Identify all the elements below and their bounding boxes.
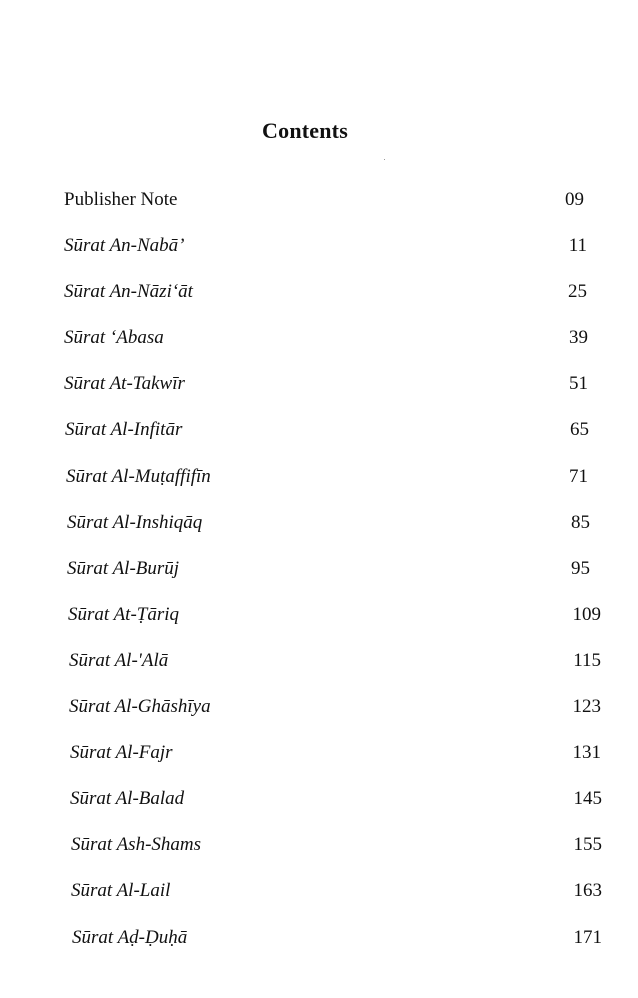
toc-entry-title: Sūrat Al-Lail [71,880,171,902]
toc-entry [0,555,638,601]
toc-entry-page-number: 71 [569,465,588,487]
toc-entry [0,416,638,462]
toc-entry-title: Sūrat Al-Inshiqāq [67,511,203,533]
toc-entry-page-number: 131 [572,742,601,764]
toc-entry [0,186,638,232]
toc-entry-title: Sūrat An-Nāzi‘āt [64,281,193,303]
toc-entry-page-number: 145 [573,788,602,810]
toc-entry-page-number: 115 [573,649,601,671]
toc-entry-title: Publisher Note [64,189,178,210]
table-of-contents [0,186,638,970]
toc-entry [0,831,638,877]
toc-entry-title: Sūrat Al-'Alā [69,649,169,671]
toc-entry-page-number: 51 [569,373,588,395]
toc-entry [0,693,638,739]
toc-entry-title: Sūrat At-Ṭāriq [68,603,180,625]
toc-entry-title: Sūrat Al-Burūj [67,557,180,579]
toc-entry [0,739,638,785]
toc-entry-title: Sūrat Al-Fajr [70,742,173,764]
toc-entry-title: Sūrat ‘Abasa [64,327,164,349]
toc-entry [0,509,638,555]
scan-speck [384,159,385,160]
toc-entry-page-number: 65 [570,419,589,441]
toc-entry-title: Sūrat At-Takwīr [64,373,185,395]
toc-entry-page-number: 171 [573,926,602,948]
toc-entry-page-number: 155 [573,834,602,856]
toc-entry-page-number: 123 [572,696,601,718]
toc-entry [0,601,638,647]
toc-entry [0,785,638,831]
toc-entry [0,232,638,278]
toc-entry [0,877,638,923]
toc-entry-page-number: 163 [573,880,602,902]
toc-entry-title: Sūrat Al-Balad [70,788,185,810]
toc-entry [0,647,638,693]
toc-entry-page-number: 39 [569,327,588,349]
toc-entry-page-number: 11 [568,235,587,257]
toc-entry-title: Sūrat Aḍ-Ḍuḥā [72,926,188,948]
toc-entry-page-number: 09 [565,189,584,210]
toc-entry-title: Sūrat Al-Muṭaffifīn [66,465,211,487]
toc-entry [0,924,638,970]
toc-entry [0,278,638,324]
toc-entry-title: Sūrat Ash-Shams [71,834,202,856]
toc-entry-page-number: 25 [568,281,587,303]
toc-entry-page-number: 109 [572,603,601,625]
toc-entry-title: Sūrat Al-Infitār [65,419,183,441]
toc-entry-page-number: 85 [571,511,590,533]
toc-entry [0,324,638,370]
toc-entry [0,370,638,416]
page-title: Contents [262,118,348,143]
toc-entry-page-number: 95 [571,557,590,579]
toc-entry-title: Sūrat Al-Ghāshīya [69,696,211,718]
toc-entry [0,463,638,509]
toc-entry-title: Sūrat An-Nabā’ [64,235,185,257]
